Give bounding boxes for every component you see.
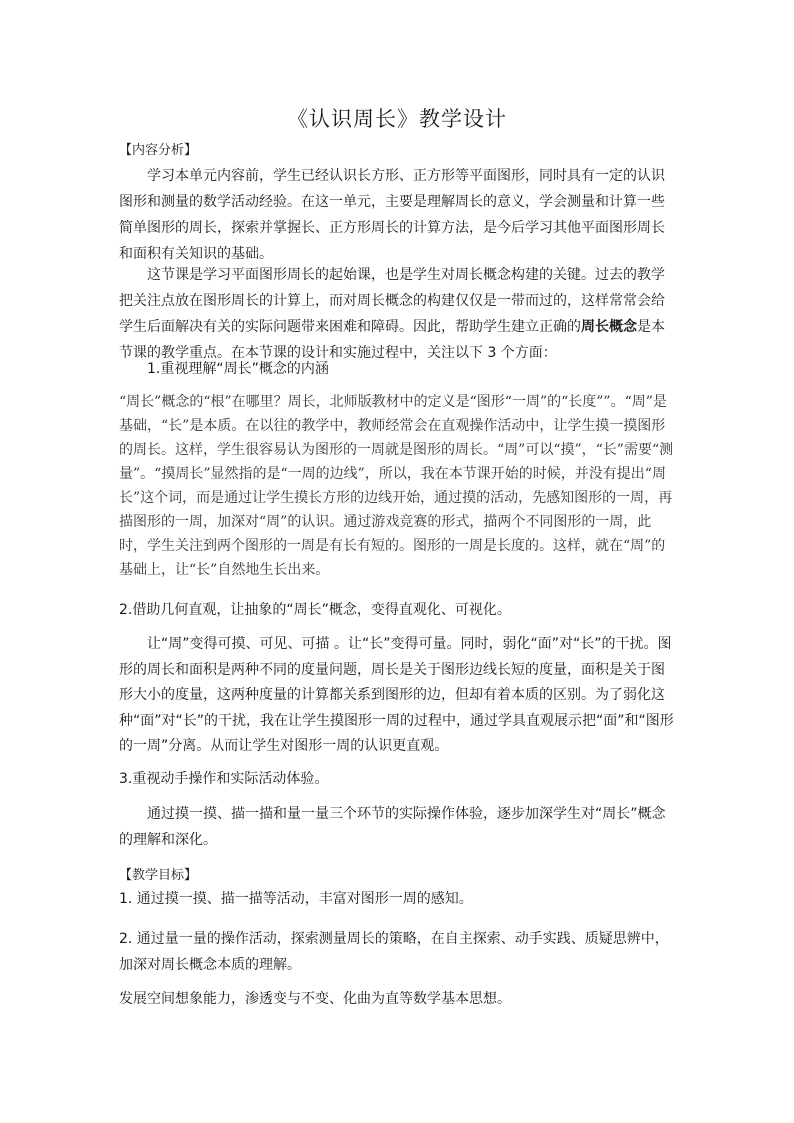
key-concept-bold: 周长概念 — [581, 319, 637, 335]
paragraph-2-text-b: 是本节课的教学重点。在本节课的设计和实施过程中，关注以下 3 个方面： — [119, 319, 665, 361]
paragraph-2-text-a: 这节课是学习平面图形周长的起始课，也是学生对周长概念构建的关键。过去的教学把关注点放在图形周长的计算上，而对周长概念的构建仅仅是一带而过的，这样常常会给学生后面解决有关的实际问题带来困难和障碍。因此，帮助学生建立正确的 — [119, 267, 665, 335]
content-analysis-paragraph-1: 学习本单元内容前，学生已经认识长方形、正方形等平面图形，同时具有一定的认识图形和测量的数学活动经验。在这一单元，主要是理解周长的意义，学会测量和计算一些简单图形的周长，探索并掌握长、正方形周长的计算方法，是今后学习其他平面图形周长和面积有关知识的基础。 — [119, 168, 665, 262]
point-2-body: 让“周”变得可摸、可见、可描 。让“长”变得可量。同时，弱化“面”对“长”的干扰。图形的周长和面积是两种不同的度量问题，周长是关于图形边线长短的度量，面积是关于图形大小的度量，这两种度量的计算都关系到图形的边，但却有着本质的区别。为了弱化这种“面”对“长”的干扰，我在让学生摸图形一周的过程中，通过学具直观展示把“面”和“图形的一周”分离。从而让学生对图形一周的认识更直观。 — [119, 636, 674, 754]
point-1-body: “周长”概念的“根”在哪里？周长，北师版教材中的定义是“图形“一周”的“长度””。“周”是基础，“长”是本质。在以往的教学中，教师经常会在直观操作活动中，让学生摸一摸图形的周长。这样，学生很容易认为图形的一周就是图形的周长。“周”可以“摸”，“长”需要“测量”。“摸周长”显然指的是“一周的边线”，所以，我在本节课开始的时候，并没有提出“周长”这个词，而是通过让学生摸长方形的边线开始，通过摸的活动，先感知图形的一周，再描图形的一周，加深对“周”的认识。通过游戏竞赛的形式，描两个不同图形的一周，此时，学生关注到两个图形的一周是有长有短的。图形的一周是长度的。这样，就在“周”的基础上，让“长”自然地生长出来。 — [119, 394, 674, 578]
teaching-goal-3: 发展空间想象能力，渗透变与不变、化曲为直等数学基本思想。 — [119, 991, 511, 1007]
point-3-body: 通过摸一摸、描一描和量一量三个环节的实际操作体验，逐步加深学生对“周长”概念的理解和深化。 — [119, 806, 666, 848]
content-analysis-paragraph-2 — [119, 262, 675, 366]
content-analysis-heading: 【内容分析】 — [119, 143, 198, 158]
document-title: 《认识周长》教学设计 — [287, 107, 507, 131]
teaching-goals-heading: 【教学目标】 — [119, 868, 198, 883]
point-2-title: 2.借助几何直观，让抽象的“周长”概念，变得直观化、可视化。 — [119, 602, 511, 618]
point-3-title: 3.重视动手操作和实际活动体验。 — [119, 771, 329, 787]
point-1-title: 1.重视理解“周长”概念的内涵 — [147, 361, 329, 377]
teaching-goal-2: 2. 通过量一量的操作活动，探索测量周长的策略，在自主探索、动手实践、质疑思辨中，加深对周长概念本质的理解。 — [119, 931, 669, 973]
teaching-goal-1: 1. 通过摸一摸、描一描等活动，丰富对图形一周的感知。 — [119, 891, 473, 907]
